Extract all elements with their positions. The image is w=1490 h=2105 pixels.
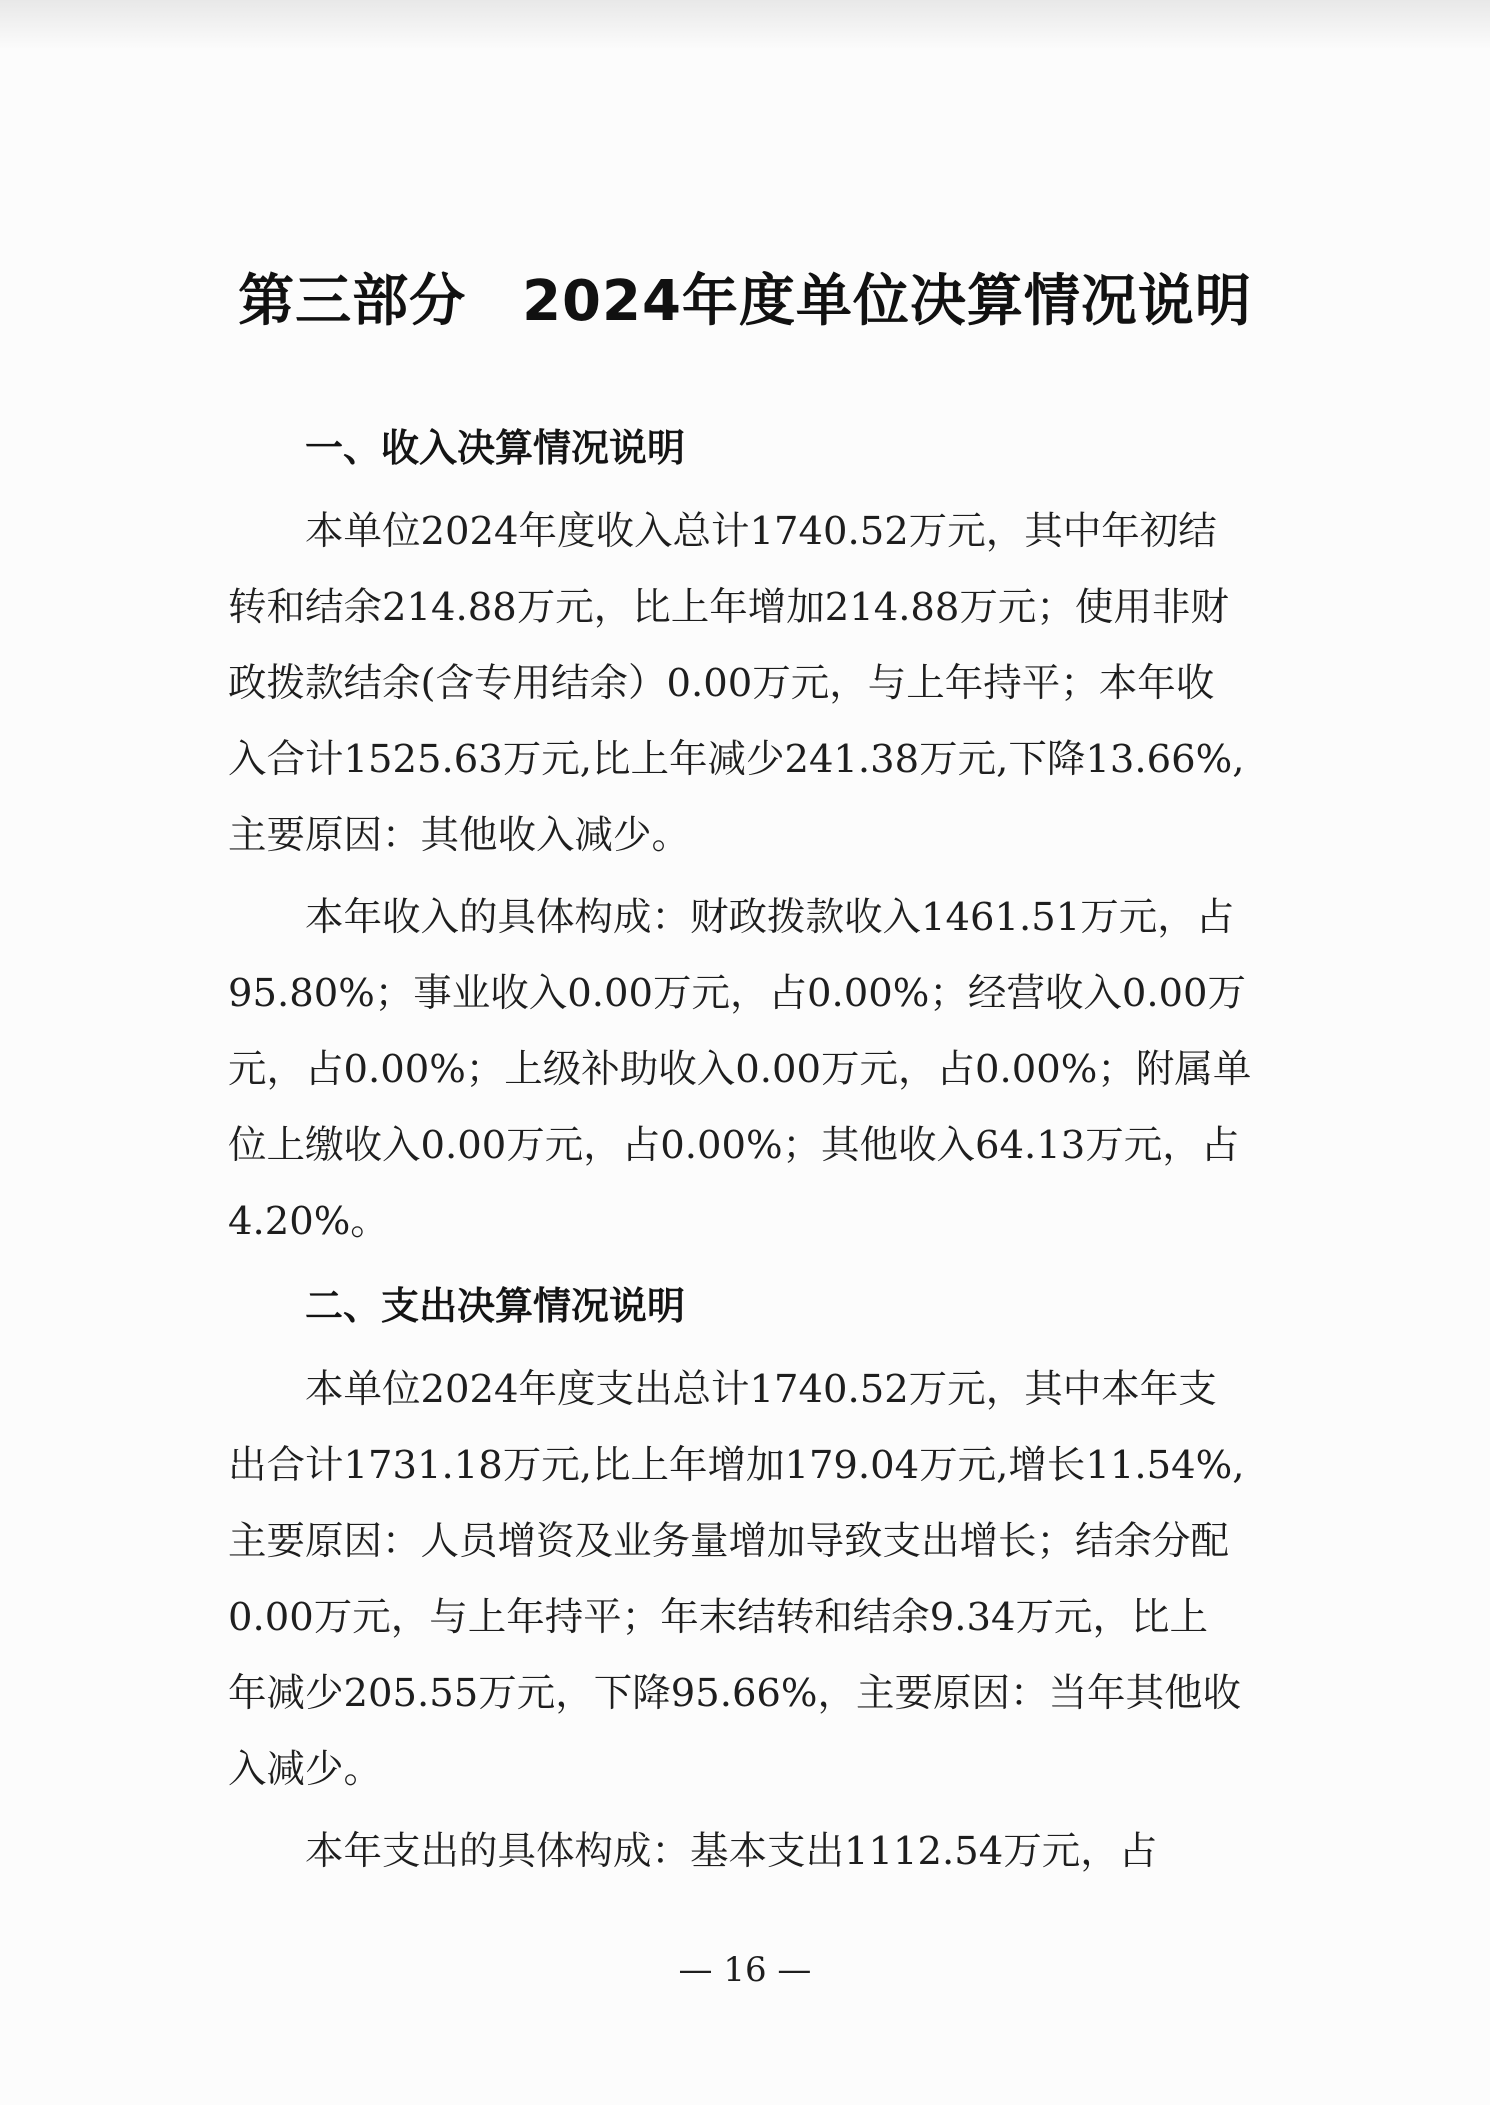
scan-edge-shadow [0, 0, 1490, 50]
paragraph-line: 主要原因：人员增资及业务量增加导致支出增长；结余分配 [228, 1519, 1230, 1564]
page-title [0, 262, 1490, 342]
title-part: 第三部分 [238, 269, 467, 334]
paragraph-line: 入减少。 [228, 1747, 383, 1792]
paragraph-line: 出合计1731.18万元,比上年增加179.04万元,增长11.54%, [228, 1443, 1245, 1488]
paragraph-line: 位上缴收入0.00万元，占0.00%；其他收入64.13万元，占 [228, 1123, 1240, 1168]
paragraph-line: 主要原因：其他收入减少。 [228, 813, 691, 858]
paragraph-line: 入合计1525.63万元,比上年减少241.38万元,下降13.66%, [228, 737, 1245, 782]
paragraph-line: 转和结余214.88万元，比上年增加214.88万元；使用非财 [228, 585, 1229, 630]
paragraph-line: 年减少205.55万元，下降95.66%，主要原因：当年其他收 [228, 1671, 1242, 1716]
paragraph-line: 元，占0.00%；上级补助收入0.00万元，占0.00%；附属单 [228, 1047, 1252, 1092]
paragraph-line: 本单位2024年度支出总计1740.52万元，其中本年支 [305, 1367, 1217, 1412]
paragraph-line: 本年支出的具体构成：基本支出1112.54万元，占 [305, 1829, 1158, 1874]
paragraph-line: 本单位2024年度收入总计1740.52万元，其中年初结 [305, 509, 1217, 554]
paragraph-line: 政拨款结余(含专用结余）0.00万元，与上年持平；本年收 [228, 661, 1215, 706]
section-heading-expenditure: 二、支出决算情况说明 [305, 1284, 686, 1328]
paragraph-line: 95.80%；事业收入0.00万元，占0.00%；经营收入0.00万 [228, 971, 1247, 1016]
section-heading-income: 一、收入决算情况说明 [305, 426, 686, 470]
paragraph-line: 4.20%。 [228, 1199, 389, 1244]
title-main: 2024年度单位决算情况说明 [522, 269, 1252, 334]
paragraph-line: 本年收入的具体构成：财政拨款收入1461.51万元，占 [305, 895, 1235, 940]
page-number: — 16 — [678, 1950, 812, 1990]
paragraph-line: 0.00万元，与上年持平；年末结转和结余9.34万元，比上 [228, 1595, 1208, 1640]
